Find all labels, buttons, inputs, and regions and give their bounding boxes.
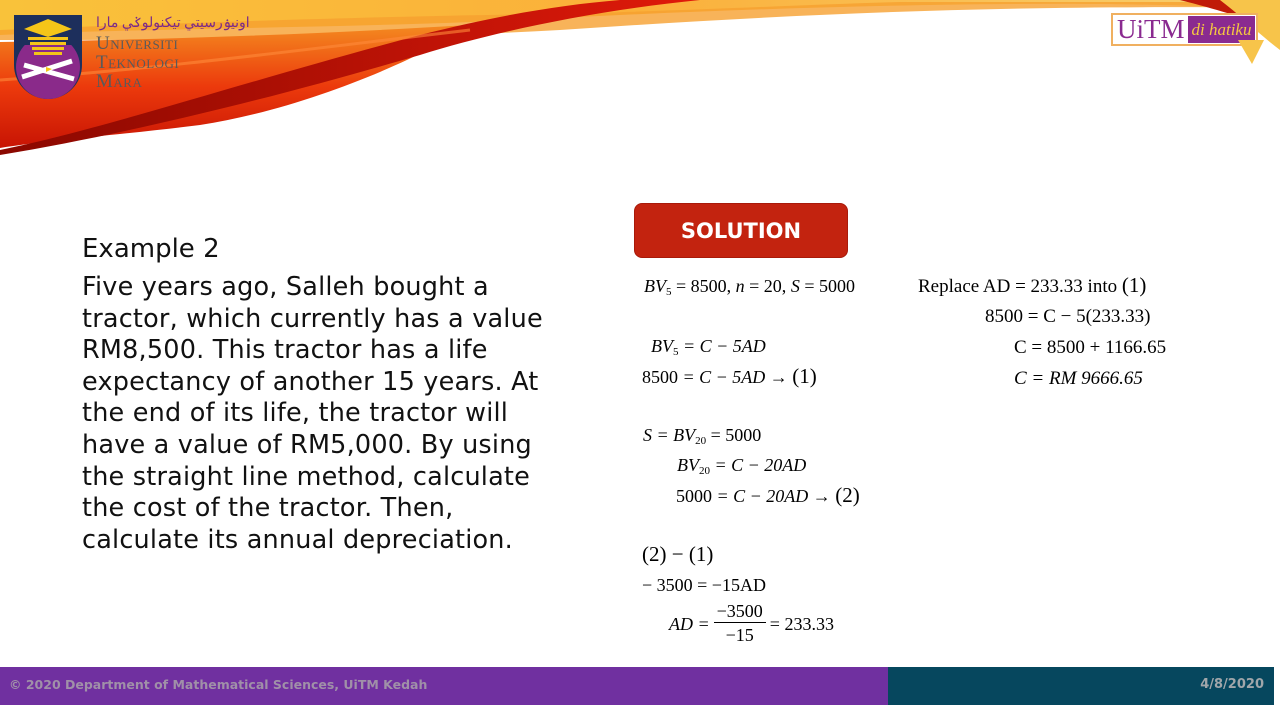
replace-text: Replace AD = 233.33 into	[918, 276, 1118, 297]
footer-date: 4/8/2020	[1200, 677, 1264, 692]
problem-text: Five years ago, Salleh bought a tractor, which currently has a value RM8,500. This tractor has a life expectancy of another 15 years. At the end of its life, the tractor will have a value of RM5,000. By using the straight line method, calculate the cost of the tractor. Then, calculate its annual depreciation.	[82, 272, 543, 555]
university-name-jawi: اونيۏرسيتي تيكنولوݢي مارا	[96, 16, 250, 31]
footer-copyright: © 2020 Department of Mathematical Sciences, UiTM Kedah	[9, 677, 428, 692]
equation-salvage	[643, 424, 761, 452]
n-value: = 20,	[749, 276, 787, 296]
equation-bv5	[651, 335, 766, 363]
substitution-line: 8500 = C − 5(233.33)	[985, 306, 1151, 327]
fraction-denominator: −15	[725, 625, 754, 645]
footer-date-bar	[888, 667, 1274, 705]
eq-rhs: = C − 5AD	[683, 336, 766, 356]
eq-lhs: 8500	[642, 367, 678, 387]
eq-subscript: 5	[673, 346, 679, 358]
eq-subscript: 20	[695, 435, 707, 447]
eq-lhs: BV	[677, 455, 699, 475]
eq-tag: (2)	[835, 483, 860, 507]
eq-lhs: S = BV	[643, 425, 696, 445]
badge-tagline: di hatiku	[1188, 16, 1256, 43]
eq-rhs: = 233.33	[769, 613, 834, 634]
university-name-line-2: Teknologi	[96, 52, 180, 73]
s-value: = 5000	[804, 276, 855, 296]
eq-subscript: 20	[699, 465, 710, 477]
footer-copyright-bar	[0, 667, 888, 705]
uitm-di-hatiku-badge	[1111, 13, 1258, 46]
badge-tail-decoration	[1238, 40, 1264, 64]
eq-lhs: BV	[651, 336, 673, 356]
equation-difference: − 3500 = −15AD	[642, 575, 766, 595]
s-symbol: S	[790, 276, 800, 296]
fraction	[714, 600, 766, 647]
equation-subtract: (2) − (1)	[642, 542, 714, 566]
equation-bv20	[677, 454, 806, 482]
problem-statement	[82, 232, 552, 556]
eq-rhs: = 5000	[710, 425, 762, 445]
replace-instruction	[918, 274, 1146, 298]
eq-lhs: AD =	[669, 613, 710, 634]
example-title: Example 2	[82, 234, 220, 264]
equation-1	[642, 365, 817, 388]
eq-tag: (1)	[1121, 273, 1147, 297]
eq-lhs: 5000	[676, 486, 712, 506]
equation-ad	[669, 600, 834, 647]
university-name	[96, 14, 250, 91]
n-symbol: n	[735, 276, 745, 296]
bv-value: = 8500,	[676, 276, 732, 296]
university-name-line-3: Mara	[96, 71, 143, 92]
university-name-line-1: Universiti	[96, 33, 179, 54]
eq-rhs: = C − 5AD →	[682, 367, 788, 387]
eq-rhs: = C − 20AD	[714, 455, 807, 475]
university-logo-icon	[14, 15, 86, 99]
cost-result-line: C = RM 9666.65	[1014, 368, 1143, 389]
badge-brand: UiTM	[1117, 14, 1185, 44]
equation-2	[676, 484, 860, 507]
bv-subscript: 5	[666, 286, 672, 298]
eq-tag: (1)	[792, 364, 817, 388]
solution-button[interactable]: SOLUTION	[634, 203, 848, 258]
bv-symbol: BV	[644, 276, 666, 296]
fraction-numerator: −3500	[714, 600, 766, 623]
given-values	[644, 275, 855, 303]
cost-sum-line: C = 8500 + 1166.65	[1014, 337, 1167, 358]
eq-rhs: = C − 20AD →	[716, 486, 831, 506]
